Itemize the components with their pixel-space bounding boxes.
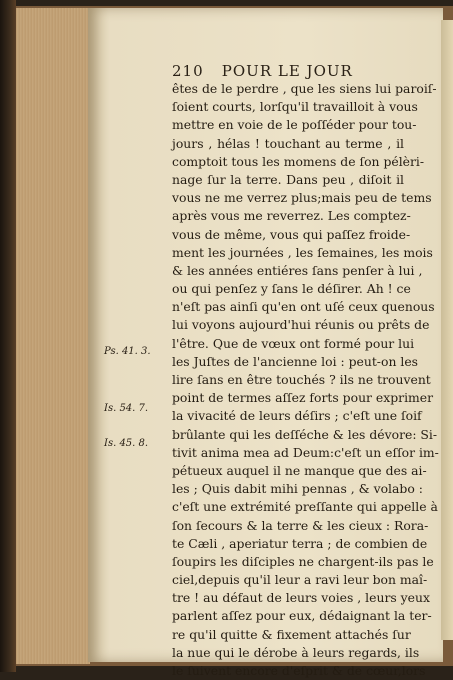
page-number: 210 (172, 62, 204, 80)
text-line: ou qui penſez y ſans le déſirer. Ah ! ce (172, 281, 411, 297)
text-line: lui voyons aujourd'hui réunis ou prêts de (172, 317, 430, 333)
text-line: après vous me reverrez. Les comptez- (172, 208, 411, 224)
text-line: le ſuivent encore d'eſprit & de cœur,lors (172, 663, 426, 678)
text-line: & les années entiéres ſans penſer à lui , (172, 262, 423, 278)
margin-note: Ps. 41. 3. (104, 346, 151, 357)
text-line: te Cæli , aperiatur terra ; de combien de (172, 535, 428, 551)
text-line: ſoient courts, lorſqu'il travailloit à vous (172, 99, 418, 115)
text-line: pétueux auquel il ne manque que des ai- (172, 462, 427, 478)
text-line: les ; Quis dabit mihi pennas , & volabo : (172, 481, 423, 497)
facing-page-edge (441, 20, 453, 640)
text-line: nage ſur la terre. Dans peu , diſoit il (172, 171, 404, 187)
text-line: tre ! au défaut de leurs voies , leurs yeux (172, 590, 430, 606)
margin-note: Is. 45. 8. (104, 438, 149, 449)
text-line: parlent aſſez pour eux, dédaignant la ter- (172, 608, 432, 624)
body-text (172, 80, 439, 680)
text-line: ment les journées , les ſemaines, les mois (172, 244, 433, 260)
text-line: comptoit tous les momens de ſon pélèri- (172, 153, 425, 169)
page-edges (16, 8, 90, 664)
text-line: jours , hélas ! touchant au terme , il (172, 135, 404, 151)
text-line: êtes de le perdre , que les siens lui paroiſ- (172, 81, 437, 96)
text-line: tivit anima mea ad Deum:c'eſt un eſſor im- (172, 444, 439, 460)
text-line: ſoupirs les diſciples ne chargent-ils pas le (172, 553, 434, 569)
text-line: mettre en voie de le poſſéder pour tou- (172, 117, 417, 133)
text-line: ſon ſecours & la terre & les cieux : Rora- (172, 517, 429, 533)
text-line: vous ne me verrez plus;mais peu de tems (172, 190, 432, 206)
text-line: brûlante qui les deſſéche & les dévore: Si- (172, 426, 438, 442)
text-line: les Juſtes de l'ancienne loi : peut-on les (172, 353, 419, 369)
text-line: la vivacité de leurs déſirs ; c'eſt une ſoif (172, 408, 422, 424)
text-line: ciel,depuis qu'il leur a ravi leur bon maî- (172, 572, 428, 588)
margin-note: Is. 54. 7. (104, 403, 149, 414)
text-line: l'être. Que de vœux ont formé pour lui (172, 335, 415, 351)
text-line: lire ſans en être touchés ? ils ne trouvent (172, 372, 431, 387)
text-line: n'eſt pas ainſi qu'en ont uſé ceux quenous (172, 299, 435, 315)
text-line: c'eſt une extrémité preſſante qui appelle à (172, 499, 438, 515)
page-header (172, 62, 372, 82)
text-line: vous de même, vous qui paſſez froide- (172, 226, 411, 242)
running-head: POUR LE JOUR (221, 62, 353, 80)
text-line: la nue qui le dérobe à leurs regards, ils (172, 644, 420, 660)
book-spine (0, 0, 16, 672)
text-line: point de termes aſſez forts pour exprimer (172, 390, 434, 406)
text-line: re qu'il quitte & fixement attachés ſur (172, 626, 411, 642)
